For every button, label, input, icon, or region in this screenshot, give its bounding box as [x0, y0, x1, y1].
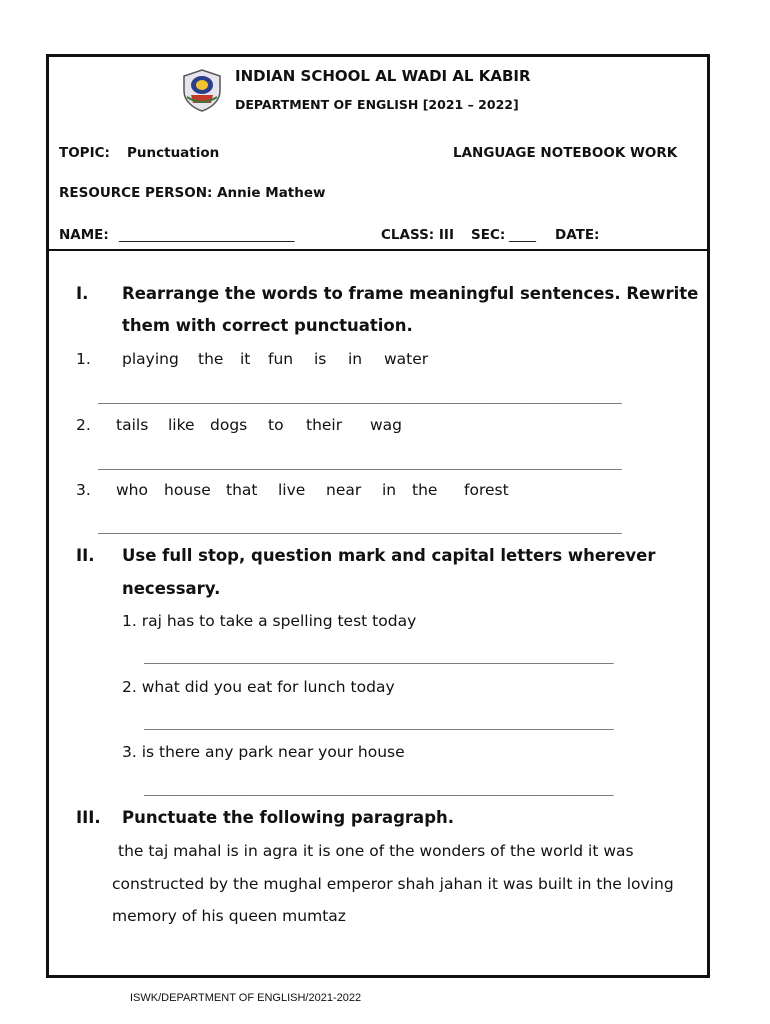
s2-item-1: 1. raj has to take a spelling test today [122, 612, 417, 630]
section-3-heading: Punctuate the following paragraph. [122, 808, 455, 827]
s2-item-3: 3. is there any park near your house [122, 743, 405, 761]
section-2-number: II. [76, 546, 95, 565]
word: forest [464, 481, 509, 499]
word: fun [268, 350, 294, 368]
section-1-heading-line1: Rearrange the words to frame meaningful sentences. Rewrite [122, 284, 699, 303]
notebook-label: LANGUAGE NOTEBOOK WORK [453, 145, 678, 161]
word: water [384, 350, 429, 368]
s2-answer-line-2[interactable]: ____________________________________________________ [144, 712, 614, 730]
word: in [348, 350, 363, 368]
word: dogs [210, 416, 248, 434]
s2-item-2: 2. what did you eat for lunch today [122, 678, 395, 696]
paragraph-line-3: memory of his queen mumtaz [112, 907, 346, 925]
s2-answer-line-3[interactable]: ____________________________________________________ [144, 778, 614, 796]
word: house [164, 481, 211, 499]
s1-item-2-words [116, 416, 402, 434]
word: that [226, 481, 258, 499]
section-1-heading-line2: them with correct punctuation. [122, 316, 413, 335]
section-1-number: I. [76, 284, 89, 303]
section-2-heading-line2: necessary. [122, 579, 221, 598]
word: in [382, 481, 397, 499]
s1-item-1-words [122, 350, 428, 368]
paragraph-line-1: the taj mahal is in agra it is one of the wonders of the world it was [118, 842, 634, 860]
word: is [314, 350, 327, 368]
word: the [198, 350, 224, 368]
word: it [240, 350, 251, 368]
word: live [278, 481, 306, 499]
word: to [268, 416, 284, 434]
word: like [168, 416, 195, 434]
word: who [116, 481, 148, 499]
s1-item-3-num: 3. [76, 481, 91, 499]
word: wag [370, 416, 403, 434]
name-blank[interactable]: ____________________________ [119, 227, 294, 243]
word: the [412, 481, 438, 499]
worksheet-header [49, 57, 707, 251]
section-3-number: III. [76, 808, 101, 827]
date-label: DATE: [555, 227, 600, 243]
s1-answer-line-1[interactable]: __________________________________________________________ [98, 386, 622, 404]
name-label: NAME: [59, 227, 109, 243]
word: tails [116, 416, 149, 434]
sec-blank[interactable]: ____ [509, 227, 536, 243]
sec-label: SEC: [471, 227, 506, 243]
s1-item-3-words [116, 481, 509, 499]
school-name: INDIAN SCHOOL AL WADI AL KABIR [235, 67, 531, 85]
paragraph-line-2: constructed by the mughal emperor shah jahan it was built in the loving [112, 875, 674, 893]
word: playing [122, 350, 179, 368]
s1-item-2-num: 2. [76, 416, 91, 434]
s1-answer-line-2[interactable]: __________________________________________________________ [98, 452, 622, 470]
s1-item-1-num: 1. [76, 350, 91, 368]
department-line: DEPARTMENT OF ENGLISH [2021 – 2022] [235, 97, 519, 112]
word: their [306, 416, 343, 434]
resource-person: RESOURCE PERSON: Annie Mathew [59, 185, 326, 201]
topic-label: TOPIC: [59, 145, 110, 161]
s1-answer-line-3[interactable]: __________________________________________________________ [98, 516, 622, 534]
section-2-heading-line1: Use full stop, question mark and capital letters wherever [122, 546, 656, 565]
word: near [326, 481, 362, 499]
s2-answer-line-1[interactable]: ____________________________________________________ [144, 646, 614, 664]
footer-text: ISWK/DEPARTMENT OF ENGLISH/2021-2022 [130, 992, 362, 1004]
topic-value: Punctuation [127, 145, 220, 161]
class-label: CLASS: III [381, 227, 454, 243]
school-crest-icon [179, 67, 225, 113]
